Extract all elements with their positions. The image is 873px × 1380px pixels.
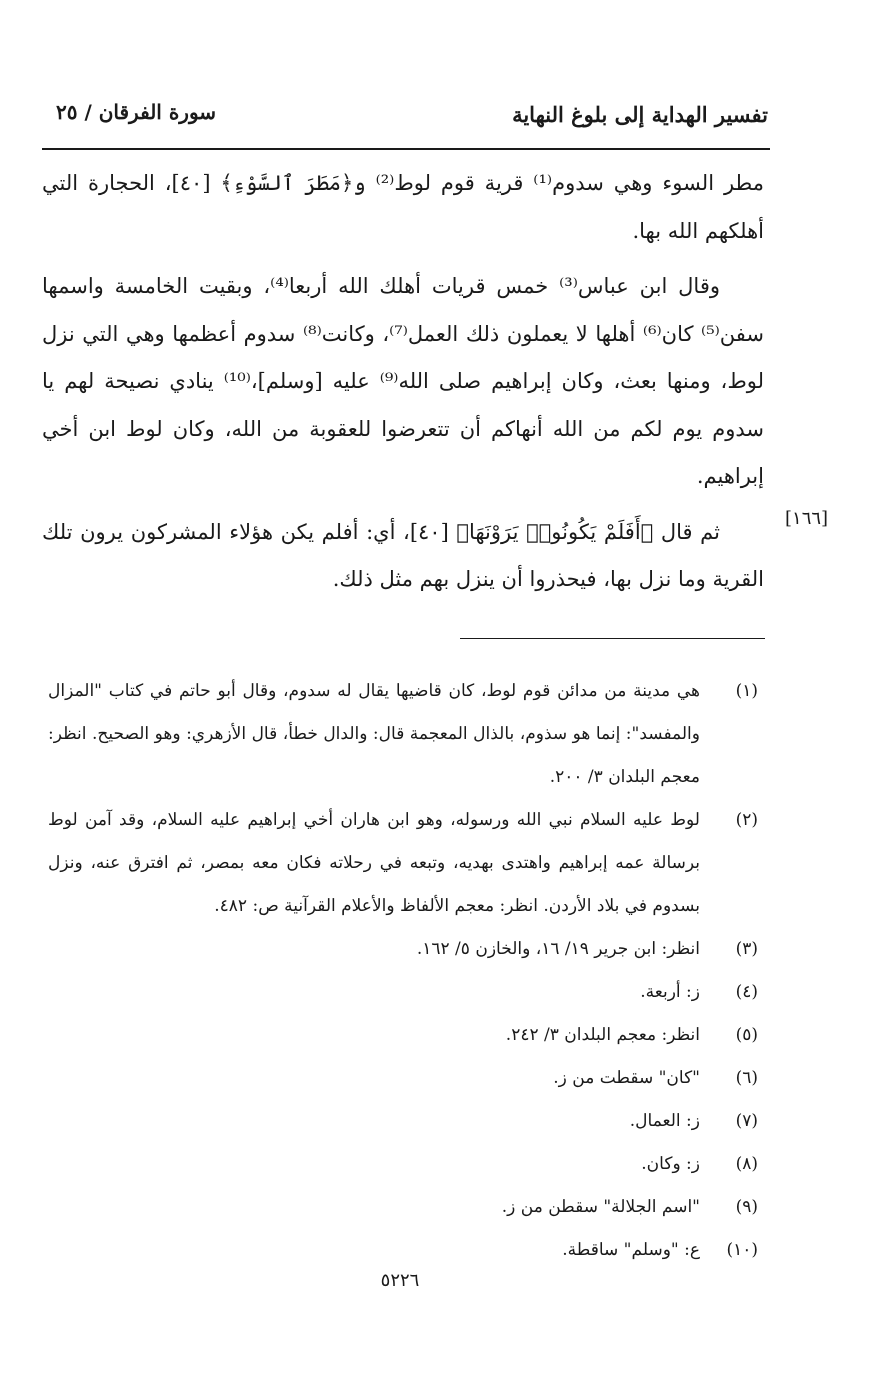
surah-label: سورة الفرقان / ٢٥ [56,100,217,124]
margin-reference: [١٦٦] [785,508,829,529]
paragraph-2: وقال ابن عباس⁽³⁾ خمس قريات أهلك الله أربعا⁽⁴⁾، وبقيت الخامسة واسمها سفن⁽⁵⁾ كان⁽⁶⁾ أهلها لا يعملون ذلك العمل⁽⁷⁾، وكانت⁽⁸⁾ سدوم أعظمها وهي التي نزل لوط، ومنها بعث، وكان إبراهيم صلى الله⁽⁹⁾ عليه [وسلم]،⁽¹⁰⁾ ينادي نصيحة لهم يا سدوم يوم لكم من الله أنهاكم أن تتعرضوا للعقوبة من الله، وكان لوط ابن أخي إبراهيم. [42,274,765,488]
footnote-item [48,1229,764,1272]
footnote-item [48,1100,764,1143]
running-header [48,92,768,132]
footnote-number: (١) [735,681,758,701]
footnote-text: هي مدينة من مدائن قوم لوط، كان قاضيها يقال له سدوم، وقال أبو حاتم في كتاب "المزال والمفسد": إنما هو سذوم، بالذال المعجمة قال: والدال خطأ، قال الأزهري: وهو الصحيح. انظر: معجم البلدان ٣/ ٢٠٠. [48,681,700,787]
footnote-item [48,799,764,928]
main-text [42,160,764,604]
footnote-text: "كان" سقطت من ز. [553,1068,700,1088]
footnote-text: ز: وكان. [641,1154,700,1174]
footnote-text: انظر: معجم البلدان ٣/ ٢٤٢. [505,1025,700,1045]
footnote-text: "اسم الجلالة" سقطن من ز. [501,1197,700,1217]
footnote-text: انظر: ابن جرير ١٩/ ١٦، والخازن ٥/ ١٦٢. [416,939,700,959]
footnote-divider [460,638,765,639]
footnote-item [48,670,764,799]
footnote-item [48,928,764,971]
footnote-item [48,1186,764,1229]
footnote-number: (٢) [735,810,758,830]
footnote-item [48,971,764,1014]
footnote-number: (٥) [735,1025,758,1045]
footnote-number: (١٠) [726,1240,758,1260]
footnote-text: ز: العمال. [629,1111,700,1131]
header-divider [42,148,770,150]
footnote-text: لوط عليه السلام نبي الله ورسوله، وهو ابن هاران أخي إبراهيم عليه السلام، وقد آمن لوط برسالة عمه إبراهيم واهتدى بهديه، وتبعه في رحلاته فكان معه بمصر، ثم افترق عنه، ونزل بسدوم في بلاد الأردن. انظر: معجم الألفاظ والأعلام القرآنية ص: ٤٨٢. [48,810,700,916]
footnote-number: (٤) [735,982,758,1002]
footnote-item [48,1143,764,1186]
paragraph-3: ثم قال ﴿أَفَلَمْ يَكُونُوا۟ يَرَوْنَهَا﴾ [٤٠]، أي: أفلم يكن هؤلاء المشركون يرون تلك القرية وما نزل بها، فيحذروا أن ينزل بهم مثل ذلك. [42,519,764,591]
footnote-number: (٧) [735,1111,758,1131]
footnote-text: ز: أربعة. [640,982,700,1002]
book-title: تفسير الهداية إلى بلوغ النهاية [512,102,768,127]
footnote-number: (٣) [735,939,758,959]
footnote-number: (٩) [735,1197,758,1217]
footnote-text: ع: "وسلم" ساقطة. [562,1240,700,1260]
footnote-item [48,1014,764,1057]
page-number: ٥٢٢٦ [380,1270,420,1291]
footnote-number: (٨) [735,1154,758,1174]
footnote-item [48,1057,764,1100]
footnote-number: (٦) [735,1068,758,1088]
paragraph-1: مطر السوء وهي سدوم⁽¹⁾ قرية قوم لوط⁽²⁾ و﴿مَطَرَ ٱلسَّوْءِ﴾ [٤٠]، الحجارة التي أهلكهم الله بها. [42,171,765,243]
footnotes [48,670,764,1272]
